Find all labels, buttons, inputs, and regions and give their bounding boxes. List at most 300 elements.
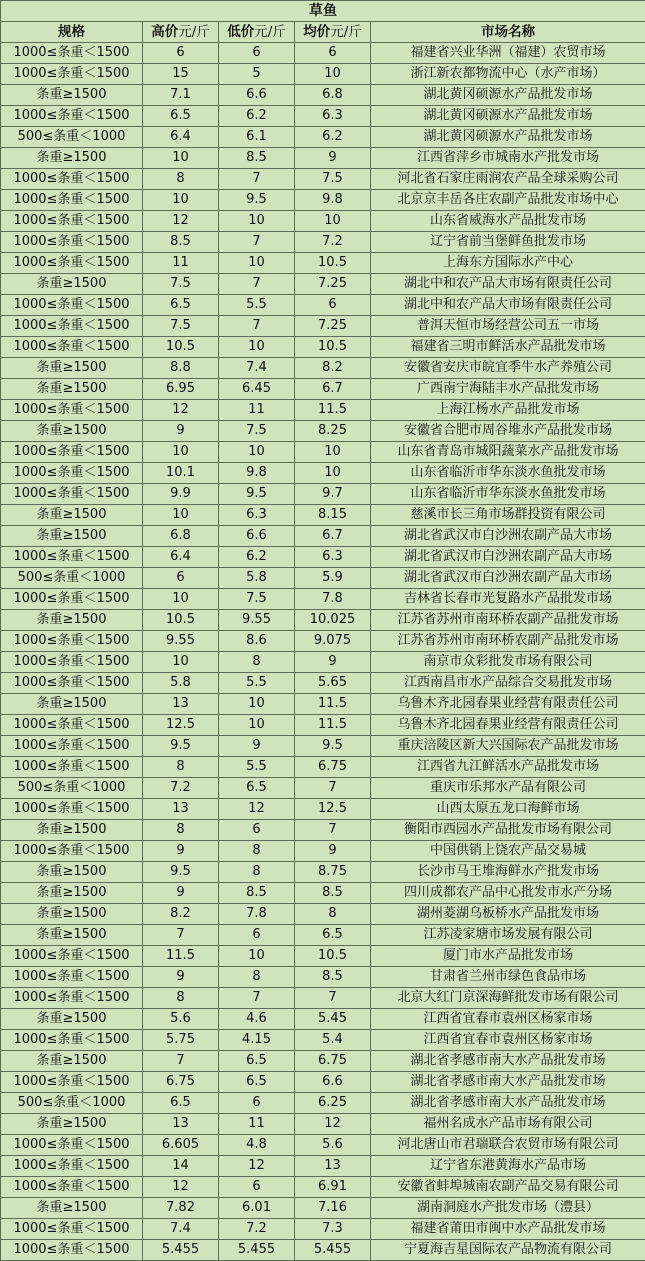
table-row — [1, 190, 645, 211]
cell-market: 江苏省苏州市南环桥农副产品批发市场 — [371, 610, 645, 631]
cell-avg: 6.7 — [295, 379, 371, 400]
cell-spec: 1000≤条重＜1500 — [1, 442, 143, 463]
cell-market: 南京市众彩批发市场有限公司 — [371, 652, 645, 673]
table-row — [1, 1177, 645, 1198]
cell-spec: 1000≤条重＜1500 — [1, 757, 143, 778]
cell-market: 湖北中和农产品大市场有限责任公司 — [371, 274, 645, 295]
cell-market: 河北唐山市君瑞联合农贸市场有限公司 — [371, 1135, 645, 1156]
header-spec: 规格 — [1, 22, 143, 43]
cell-high: 6.95 — [143, 379, 219, 400]
cell-market: 江苏凌家塘市场发展有限公司 — [371, 925, 645, 946]
cell-low: 9.5 — [219, 190, 295, 211]
cell-market: 衡阳市西园水产品批发市场有限公司 — [371, 820, 645, 841]
cell-market: 湖北省武汉市白沙洲农副产品大市场 — [371, 547, 645, 568]
table-row — [1, 568, 645, 589]
table-row — [1, 442, 645, 463]
header-high — [143, 22, 219, 43]
cell-spec: 条重≥1500 — [1, 1198, 143, 1219]
cell-spec: 1000≤条重＜1500 — [1, 1135, 143, 1156]
cell-market: 乌鲁木齐北园春果业经营有限责任公司 — [371, 694, 645, 715]
table-row — [1, 1240, 645, 1261]
cell-market: 安徽省蚌埠城南农副产品交易有限公司 — [371, 1177, 645, 1198]
cell-low: 5.5 — [219, 295, 295, 316]
cell-avg: 6 — [295, 295, 371, 316]
cell-spec: 1000≤条重＜1500 — [1, 316, 143, 337]
cell-spec: 条重≥1500 — [1, 862, 143, 883]
cell-low: 10 — [219, 715, 295, 736]
cell-high: 8 — [143, 169, 219, 190]
cell-spec: 500≤条重＜1000 — [1, 568, 143, 589]
cell-market: 湖北省武汉市白沙洲农副产品大市场 — [371, 568, 645, 589]
table-row — [1, 736, 645, 757]
cell-market: 湖北中和农产品大市场有限责任公司 — [371, 295, 645, 316]
header-high-label: 高价 — [151, 24, 179, 40]
cell-high: 6.4 — [143, 547, 219, 568]
cell-avg: 6 — [295, 43, 371, 64]
cell-spec: 1000≤条重＜1500 — [1, 967, 143, 988]
table-row — [1, 1219, 645, 1240]
cell-market: 福建省三明市鲜活水产品批发市场 — [371, 337, 645, 358]
cell-low: 6 — [219, 1177, 295, 1198]
cell-avg: 7.2 — [295, 232, 371, 253]
cell-high: 6 — [143, 568, 219, 589]
table-row — [1, 526, 645, 547]
cell-low: 8 — [219, 652, 295, 673]
cell-avg: 6.7 — [295, 526, 371, 547]
table-row — [1, 1051, 645, 1072]
table-row — [1, 85, 645, 106]
cell-high: 11 — [143, 253, 219, 274]
cell-low: 4.15 — [219, 1030, 295, 1051]
cell-spec: 条重≥1500 — [1, 1114, 143, 1135]
cell-market: 重庆涪陵区新大兴国际农产品批发市场 — [371, 736, 645, 757]
cell-avg: 9.5 — [295, 736, 371, 757]
table-row — [1, 904, 645, 925]
cell-avg: 8.5 — [295, 883, 371, 904]
table-row — [1, 211, 645, 232]
cell-low: 10 — [219, 253, 295, 274]
cell-high: 10 — [143, 148, 219, 169]
cell-market: 长沙市马王堆海鲜水产批发市场 — [371, 862, 645, 883]
cell-market: 山东省临沂市华东淡水鱼批发市场 — [371, 463, 645, 484]
cell-spec: 1000≤条重＜1500 — [1, 988, 143, 1009]
cell-high: 7.5 — [143, 274, 219, 295]
table-row — [1, 169, 645, 190]
cell-avg: 12.5 — [295, 799, 371, 820]
cell-high: 6.8 — [143, 526, 219, 547]
header-high-unit: 元/斤 — [178, 24, 210, 40]
table-row — [1, 337, 645, 358]
cell-avg: 10 — [295, 211, 371, 232]
cell-spec: 500≤条重＜1000 — [1, 1093, 143, 1114]
cell-spec: 1000≤条重＜1500 — [1, 841, 143, 862]
cell-spec: 条重≥1500 — [1, 358, 143, 379]
cell-low: 7 — [219, 232, 295, 253]
cell-high: 7.5 — [143, 316, 219, 337]
cell-market: 江西南昌市水产品综合交易批发市场 — [371, 673, 645, 694]
cell-market: 江西省萍乡市城南水产批发市场 — [371, 148, 645, 169]
cell-avg: 10.025 — [295, 610, 371, 631]
cell-spec: 1000≤条重＜1500 — [1, 43, 143, 64]
cell-low: 6.1 — [219, 127, 295, 148]
table-row — [1, 1030, 645, 1051]
cell-market: 中国供销上饶农产品交易城 — [371, 841, 645, 862]
header-low — [219, 22, 295, 43]
table-row — [1, 316, 645, 337]
cell-market: 江西省宜春市袁州区杨家市场 — [371, 1009, 645, 1030]
cell-low: 4.8 — [219, 1135, 295, 1156]
cell-market: 山西太原五龙口海鲜市场 — [371, 799, 645, 820]
table-row — [1, 253, 645, 274]
cell-high: 9.5 — [143, 736, 219, 757]
cell-low: 6.5 — [219, 1051, 295, 1072]
cell-avg: 6.75 — [295, 1051, 371, 1072]
cell-spec: 1000≤条重＜1500 — [1, 463, 143, 484]
cell-avg: 7.25 — [295, 274, 371, 295]
cell-high: 10.5 — [143, 610, 219, 631]
cell-high: 7.4 — [143, 1219, 219, 1240]
cell-spec: 1000≤条重＜1500 — [1, 1030, 143, 1051]
cell-avg: 7.8 — [295, 589, 371, 610]
cell-low: 7 — [219, 316, 295, 337]
cell-spec: 1000≤条重＜1500 — [1, 106, 143, 127]
cell-market: 广西南宁海陆丰水产品批发市场 — [371, 379, 645, 400]
cell-spec: 条重≥1500 — [1, 1051, 143, 1072]
cell-avg: 6.5 — [295, 925, 371, 946]
cell-high: 9 — [143, 967, 219, 988]
cell-market: 宁夏海吉星国际农产品物流有限公司 — [371, 1240, 645, 1261]
cell-high: 6.605 — [143, 1135, 219, 1156]
cell-avg: 7.5 — [295, 169, 371, 190]
cell-low: 8.5 — [219, 883, 295, 904]
cell-spec: 条重≥1500 — [1, 1009, 143, 1030]
cell-high: 12 — [143, 1177, 219, 1198]
cell-low: 6 — [219, 43, 295, 64]
cell-low: 9.5 — [219, 484, 295, 505]
cell-spec: 条重≥1500 — [1, 820, 143, 841]
table-row — [1, 778, 645, 799]
cell-high: 12.5 — [143, 715, 219, 736]
cell-spec: 1000≤条重＜1500 — [1, 400, 143, 421]
cell-spec: 条重≥1500 — [1, 421, 143, 442]
cell-market: 北京京丰岳各庄农副产品批发市场中心 — [371, 190, 645, 211]
cell-spec: 条重≥1500 — [1, 694, 143, 715]
cell-avg: 7 — [295, 778, 371, 799]
cell-low: 5.455 — [219, 1240, 295, 1261]
cell-avg: 8.75 — [295, 862, 371, 883]
table-row — [1, 841, 645, 862]
cell-market: 北京大红门京深海鲜批发市场有限公司 — [371, 988, 645, 1009]
cell-market: 湖北省孝感市南大水产品批发市场 — [371, 1093, 645, 1114]
cell-market: 普洱天恒市场经营公司五一市场 — [371, 316, 645, 337]
table-row — [1, 43, 645, 64]
cell-avg: 7.3 — [295, 1219, 371, 1240]
table-row — [1, 1114, 645, 1135]
cell-avg: 11.5 — [295, 400, 371, 421]
cell-high: 13 — [143, 1114, 219, 1135]
cell-low: 7.2 — [219, 1219, 295, 1240]
cell-high: 8 — [143, 988, 219, 1009]
cell-spec: 1000≤条重＜1500 — [1, 295, 143, 316]
cell-high: 9 — [143, 883, 219, 904]
cell-low: 7.5 — [219, 589, 295, 610]
cell-spec: 1000≤条重＜1500 — [1, 1156, 143, 1177]
cell-spec: 1000≤条重＜1500 — [1, 484, 143, 505]
table-row — [1, 148, 645, 169]
cell-low: 8 — [219, 967, 295, 988]
cell-high: 5.75 — [143, 1030, 219, 1051]
cell-spec: 1000≤条重＜1500 — [1, 673, 143, 694]
cell-avg: 11.5 — [295, 715, 371, 736]
header-avg — [295, 22, 371, 43]
cell-low: 4.6 — [219, 1009, 295, 1030]
cell-market: 江西省宜春市袁州区杨家市场 — [371, 1030, 645, 1051]
cell-low: 6.6 — [219, 85, 295, 106]
cell-avg: 7 — [295, 988, 371, 1009]
cell-high: 7.1 — [143, 85, 219, 106]
table-row — [1, 421, 645, 442]
header-low-label: 低价 — [227, 24, 255, 40]
cell-high: 8.5 — [143, 232, 219, 253]
cell-market: 湖州菱湖乌板桥水产品批发市场 — [371, 904, 645, 925]
cell-avg: 8.2 — [295, 358, 371, 379]
cell-high: 9.9 — [143, 484, 219, 505]
cell-spec: 1000≤条重＜1500 — [1, 190, 143, 211]
cell-spec: 条重≥1500 — [1, 379, 143, 400]
cell-high: 9.55 — [143, 631, 219, 652]
cell-high: 13 — [143, 694, 219, 715]
cell-high: 9 — [143, 421, 219, 442]
cell-avg: 10 — [295, 442, 371, 463]
cell-avg: 9.8 — [295, 190, 371, 211]
cell-market: 河北省石家庄雨润农产品全球采购公司 — [371, 169, 645, 190]
header-avg-unit: 元/斤 — [330, 24, 362, 40]
table-row — [1, 757, 645, 778]
cell-low: 9.55 — [219, 610, 295, 631]
table-row — [1, 673, 645, 694]
cell-market: 山东省临沂市华东淡水鱼批发市场 — [371, 484, 645, 505]
cell-low: 7.5 — [219, 421, 295, 442]
table-row — [1, 652, 645, 673]
cell-low: 10 — [219, 211, 295, 232]
table-row — [1, 988, 645, 1009]
cell-spec: 1000≤条重＜1500 — [1, 232, 143, 253]
cell-high: 7.82 — [143, 1198, 219, 1219]
table-row — [1, 715, 645, 736]
cell-low: 6.2 — [219, 547, 295, 568]
cell-low: 6.45 — [219, 379, 295, 400]
table-row — [1, 589, 645, 610]
cell-high: 6.5 — [143, 1093, 219, 1114]
cell-high: 9 — [143, 841, 219, 862]
cell-market: 湖北省孝感市南大水产品批发市场 — [371, 1051, 645, 1072]
cell-high: 11.5 — [143, 946, 219, 967]
table-row — [1, 358, 645, 379]
cell-low: 6 — [219, 1093, 295, 1114]
table-title: 草鱼 — [1, 1, 645, 22]
cell-spec: 1000≤条重＜1500 — [1, 253, 143, 274]
cell-avg: 8.25 — [295, 421, 371, 442]
cell-spec: 500≤条重＜1000 — [1, 778, 143, 799]
table-row — [1, 505, 645, 526]
cell-avg: 5.455 — [295, 1240, 371, 1261]
cell-low: 8.5 — [219, 148, 295, 169]
cell-market: 安徽省安庆市皖宜季牛水产养殖公司 — [371, 358, 645, 379]
cell-avg: 6.91 — [295, 1177, 371, 1198]
cell-low: 10 — [219, 694, 295, 715]
cell-market: 福建省兴业华洲（福建）农贸市场 — [371, 43, 645, 64]
cell-avg: 10.5 — [295, 253, 371, 274]
cell-avg: 5.9 — [295, 568, 371, 589]
cell-spec: 1000≤条重＜1500 — [1, 1240, 143, 1261]
cell-avg: 6.8 — [295, 85, 371, 106]
cell-market: 四川成都农产品中心批发市水产分场 — [371, 883, 645, 904]
cell-high: 7 — [143, 925, 219, 946]
cell-low: 6 — [219, 925, 295, 946]
table-row — [1, 379, 645, 400]
cell-high: 13 — [143, 799, 219, 820]
cell-high: 10 — [143, 652, 219, 673]
cell-spec: 1000≤条重＜1500 — [1, 652, 143, 673]
cell-high: 8.8 — [143, 358, 219, 379]
cell-spec: 1000≤条重＜1500 — [1, 1177, 143, 1198]
cell-avg: 9.075 — [295, 631, 371, 652]
table-row — [1, 610, 645, 631]
cell-low: 5.5 — [219, 757, 295, 778]
cell-market: 慈溪市长三角市场群投资有限公司 — [371, 505, 645, 526]
table-row — [1, 127, 645, 148]
cell-high: 5.455 — [143, 1240, 219, 1261]
cell-low: 9.8 — [219, 463, 295, 484]
cell-high: 10 — [143, 589, 219, 610]
cell-spec: 1000≤条重＜1500 — [1, 547, 143, 568]
cell-low: 8 — [219, 862, 295, 883]
table-row — [1, 1156, 645, 1177]
cell-low: 6.01 — [219, 1198, 295, 1219]
table-row — [1, 967, 645, 988]
table-row — [1, 946, 645, 967]
title-row — [1, 1, 645, 22]
cell-spec: 1000≤条重＜1500 — [1, 1219, 143, 1240]
cell-spec: 1000≤条重＜1500 — [1, 589, 143, 610]
cell-low: 8 — [219, 841, 295, 862]
cell-high: 10.1 — [143, 463, 219, 484]
table-row — [1, 820, 645, 841]
cell-avg: 10 — [295, 64, 371, 85]
cell-high: 6 — [143, 43, 219, 64]
cell-market: 江西省九江鲜活水产品批发市场 — [371, 757, 645, 778]
cell-avg: 11.5 — [295, 694, 371, 715]
cell-avg: 10.5 — [295, 946, 371, 967]
table-row — [1, 862, 645, 883]
table-row — [1, 694, 645, 715]
cell-avg: 13 — [295, 1156, 371, 1177]
cell-spec: 1000≤条重＜1500 — [1, 1072, 143, 1093]
cell-high: 10 — [143, 442, 219, 463]
cell-avg: 10.5 — [295, 337, 371, 358]
cell-avg: 9 — [295, 652, 371, 673]
table-body — [1, 43, 645, 1261]
header-avg-label: 均价 — [303, 24, 331, 40]
cell-spec: 条重≥1500 — [1, 904, 143, 925]
cell-spec: 500≤条重＜1000 — [1, 127, 143, 148]
cell-market: 辽宁省东港黄海水产品市场 — [371, 1156, 645, 1177]
cell-low: 10 — [219, 337, 295, 358]
cell-avg: 9 — [295, 148, 371, 169]
cell-low: 7 — [219, 988, 295, 1009]
cell-avg: 5.65 — [295, 673, 371, 694]
cell-spec: 1000≤条重＜1500 — [1, 211, 143, 232]
cell-spec: 1000≤条重＜1500 — [1, 631, 143, 652]
table-row — [1, 400, 645, 421]
header-market: 市场名称 — [371, 22, 645, 43]
cell-high: 12 — [143, 211, 219, 232]
cell-low: 6.3 — [219, 505, 295, 526]
cell-market: 上海东方国际水产中心 — [371, 253, 645, 274]
cell-low: 11 — [219, 400, 295, 421]
table-row — [1, 547, 645, 568]
table-row — [1, 484, 645, 505]
cell-spec: 1000≤条重＜1500 — [1, 169, 143, 190]
cell-low: 7.8 — [219, 904, 295, 925]
cell-market: 福建省莆田市闽中水产品批发市场 — [371, 1219, 645, 1240]
cell-spec: 条重≥1500 — [1, 148, 143, 169]
cell-low: 9 — [219, 736, 295, 757]
cell-low: 5 — [219, 64, 295, 85]
cell-high: 12 — [143, 400, 219, 421]
table-row — [1, 1072, 645, 1093]
cell-high: 10 — [143, 190, 219, 211]
cell-low: 6 — [219, 820, 295, 841]
cell-market: 山东省威海水产品批发市场 — [371, 211, 645, 232]
cell-market: 湖北黄冈硕源水产品批发市场 — [371, 127, 645, 148]
cell-market: 吉林省长春市光复路水产品批发市场 — [371, 589, 645, 610]
cell-market: 湖北黄冈硕源水产品批发市场 — [371, 106, 645, 127]
cell-low: 10 — [219, 442, 295, 463]
cell-low: 7 — [219, 274, 295, 295]
cell-market: 浙江新农都物流中心（水产市场） — [371, 64, 645, 85]
cell-market: 重庆市乐邦水产品有限公司 — [371, 778, 645, 799]
table-row — [1, 1093, 645, 1114]
cell-spec: 条重≥1500 — [1, 526, 143, 547]
table-row — [1, 295, 645, 316]
cell-avg: 12 — [295, 1114, 371, 1135]
cell-market: 江苏省苏州市南环桥农副产品批发市场 — [371, 631, 645, 652]
table-row — [1, 883, 645, 904]
cell-high: 6.5 — [143, 106, 219, 127]
cell-high: 7 — [143, 1051, 219, 1072]
cell-low: 5.8 — [219, 568, 295, 589]
cell-avg: 6.25 — [295, 1093, 371, 1114]
cell-low: 12 — [219, 799, 295, 820]
cell-low: 7.4 — [219, 358, 295, 379]
table-row — [1, 232, 645, 253]
cell-avg: 5.6 — [295, 1135, 371, 1156]
table-row — [1, 1009, 645, 1030]
cell-low: 8.6 — [219, 631, 295, 652]
cell-high: 6.75 — [143, 1072, 219, 1093]
cell-low: 11 — [219, 1114, 295, 1135]
cell-avg: 7.16 — [295, 1198, 371, 1219]
table-row — [1, 1135, 645, 1156]
cell-spec: 条重≥1500 — [1, 505, 143, 526]
table-row — [1, 463, 645, 484]
cell-avg: 5.45 — [295, 1009, 371, 1030]
cell-spec: 1000≤条重＜1500 — [1, 799, 143, 820]
cell-market: 甘肃省兰州市绿色食品市场 — [371, 967, 645, 988]
table-row — [1, 106, 645, 127]
table-row — [1, 631, 645, 652]
